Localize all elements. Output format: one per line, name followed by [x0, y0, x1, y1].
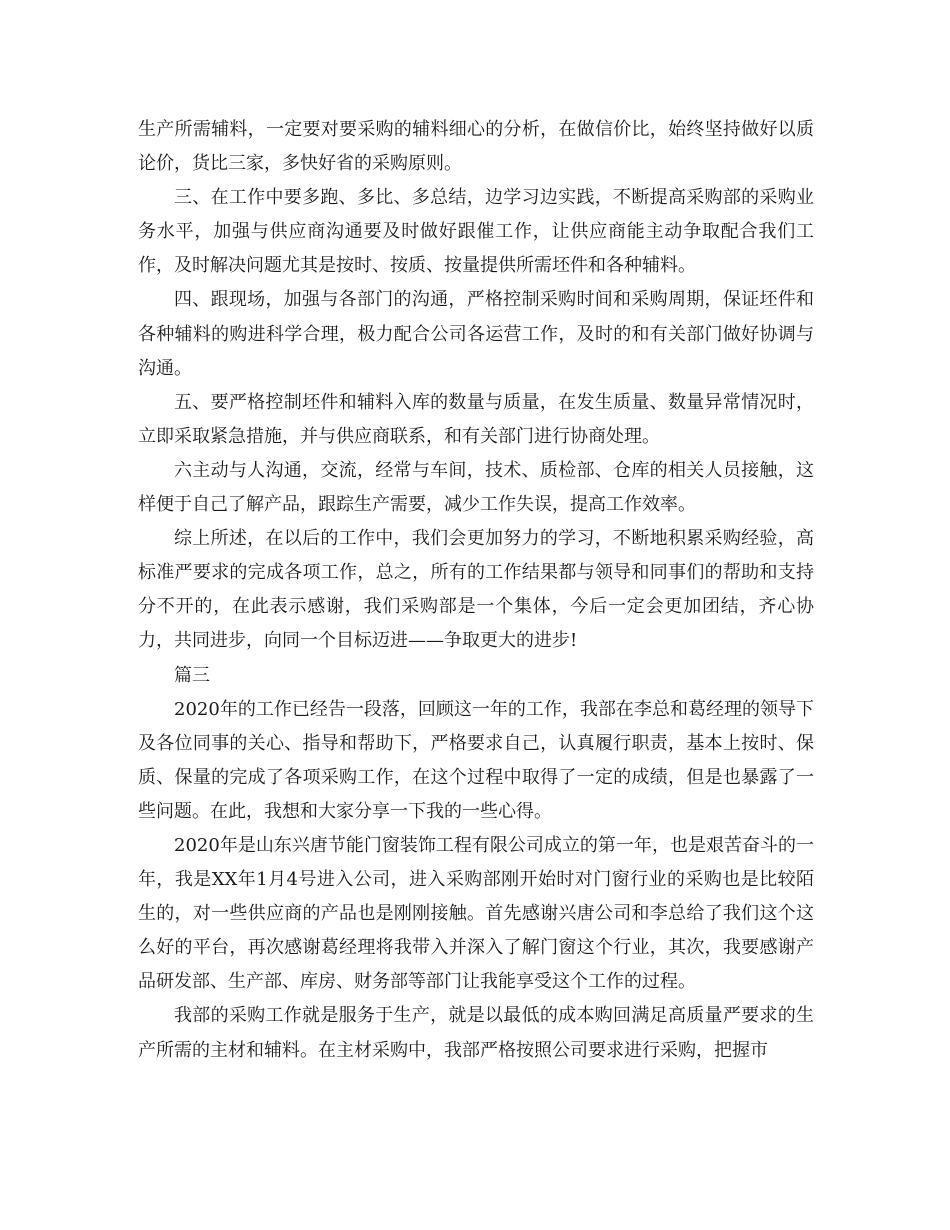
paragraph-point-four: 四、跟现场，加强与各部门的沟通，严格控制采购时间和采购周期，保证坯件和各种辅料的购进科学合理，极力配合公司各运营工作，及时的和有关部门做好协调与沟通。: [138, 289, 814, 379]
paragraph-procurement-service: 我部的采购工作就是服务于生产，就是以最低的成本购回满足高质量严要求的生产所需的主材和辅料。在主材采购中，我部严格按照公司要求进行采购，把握市: [138, 1005, 814, 1061]
section-heading-part-three: 篇三: [174, 664, 210, 686]
paragraph-company-first-year: 2020年是山东兴唐节能门窗装饰工程有限公司成立的第一年，也是艰苦奋斗的一年，我是XX年1月4号进入公司，进入采购部刚开始时对门窗行业的采购也是比较陌生的，对一些供应商的产品也是刚刚接触。首先感谢兴唐公司和李总给了我们这个这么好的平台，再次感谢葛经理将我带入并深入了解门窗这个行业，其次，我要感谢产品研发部、生产部、库房、财务部等部门让我能享受这个工作的过程。: [138, 834, 814, 993]
paragraph-point-three: 三、在工作中要多跑、多比、多总结，边学习边实践，不断提高采购部的采购业务水平，加强与供应商沟通要及时做好跟催工作，让供应商能主动争取配合我们工作，及时解决问题尤其是按时、按质、按量提供所需坯件和各种辅料。: [138, 187, 814, 277]
paragraph-raw-material-principle: 生产所需辅料，一定要对要采购的辅料细心的分析，在做信价比，始终坚持做好以质论价，货比三家，多快好省的采购原则。: [138, 119, 814, 175]
paragraph-summary: 综上所述，在以后的工作中，我们会更加努力的学习，不断地积累采购经验，高标准严要求的完成各项工作，总之，所有的工作结果都与领导和同事们的帮助和支持分不开的，在此表示感谢，我们采购部是一个集体，今后一定会更加团结，齐心协力，共同进步，向同一个目标迈进——争取更大的进步!: [138, 528, 814, 652]
paragraph-year-review: 2020年的工作已经告一段落，回顾这一年的工作，我部在李总和葛经理的领导下及各位同事的关心、指导和帮助下，严格要求自己，认真履行职责，基本上按时、保质、保量的完成了各项采购工作，在这个过程中取得了一定的成绩，但是也暴露了一些问题。在此，我想和大家分享一下我的一些心得。: [138, 698, 814, 822]
paragraph-point-six: 六主动与人沟通，交流，经常与车间，技术、质检部、仓库的相关人员接触，这样便于自己了解产品，跟踪生产需要，减少工作失误，提高工作效率。: [138, 459, 814, 516]
paragraph-point-five: 五、要严格控制坯件和辅料入库的数量与质量，在发生质量、数量异常情况时，立即采取紧急措施，并与供应商联系，和有关部门进行协商处理。: [138, 391, 814, 447]
